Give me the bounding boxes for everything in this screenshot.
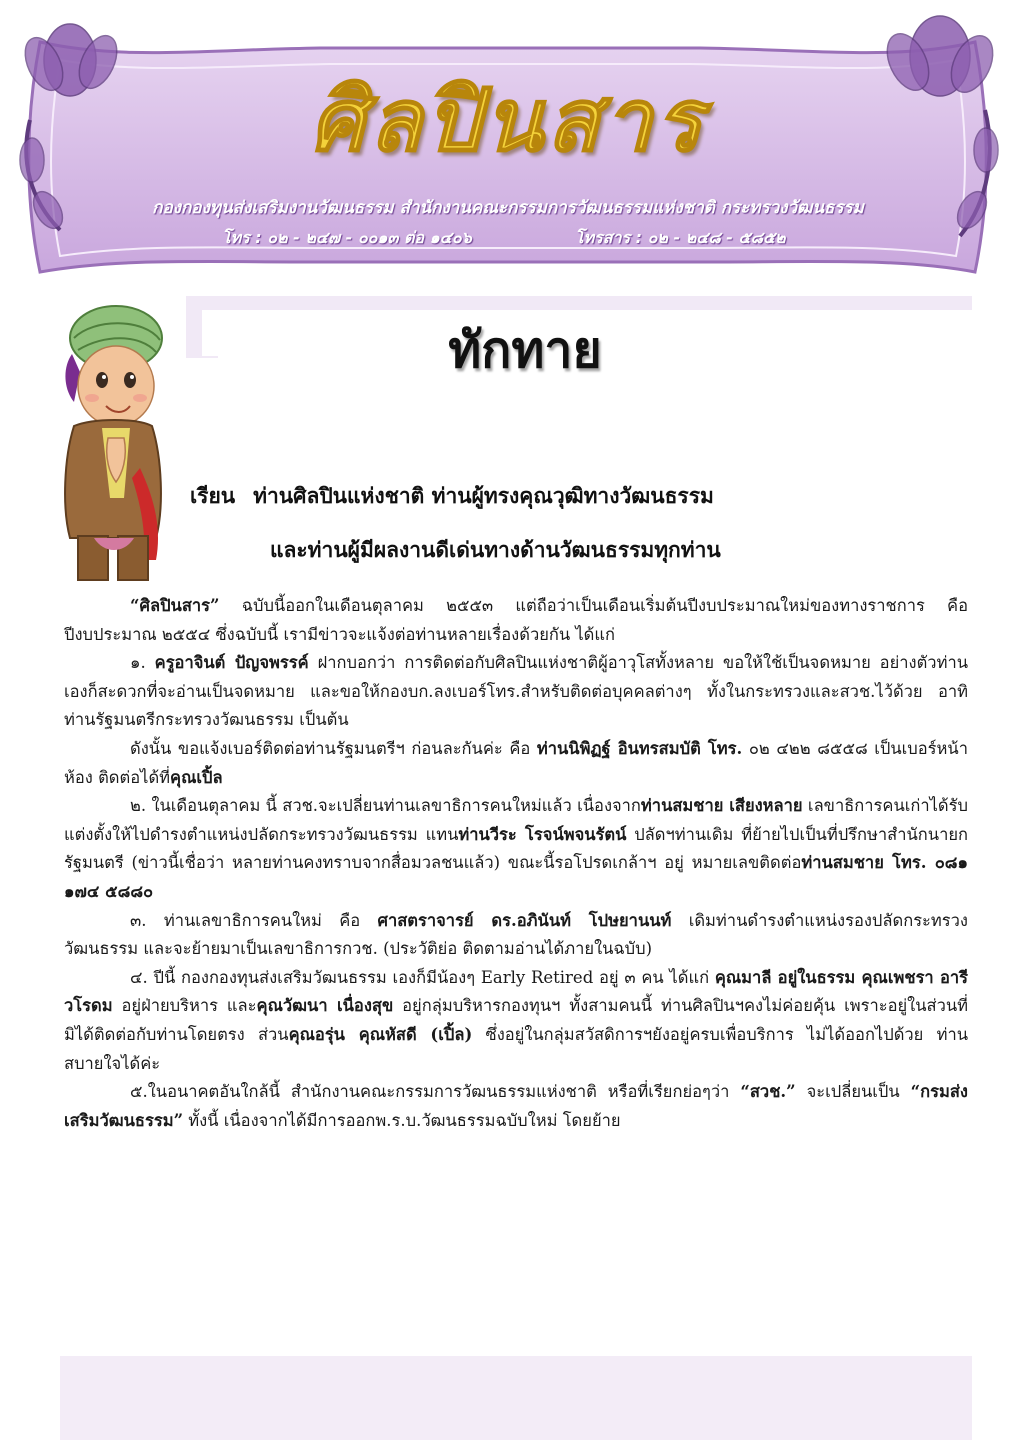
former-permanent-secretary: ท่านวีระ โรจน์พจนรัตน์ <box>458 824 627 844</box>
paragraph-intro <box>64 592 968 649</box>
masthead-subtitle: กองกองทุนส่งเสริมงานวัฒนธรรม สำนักงานคณะกรรมการวัฒนธรรมแห่งชาติ กระทรวงวัฒนธรรม <box>152 198 864 218</box>
item-4-text-d: ซึ่งอยู่ในกลุ่มสวัสดิการฯยังอยู่ครบเพื่อบริการ ไม่ได้ออกไปด้วย ท่านสบายใจได้ค่ะ <box>64 1024 968 1073</box>
salutation-line-2: และท่านผู้มีผลงานดีเด่นทางด้านวัฒนธรรมทุกท่าน <box>270 537 721 562</box>
salutation-lead: เรียน <box>190 483 236 508</box>
item-2-text-c: ปลัดฯท่านเดิม ที่ย้ายไปเป็นที่ปรึกษาสำนักนายกรัฐมนตรี (ข่าวนี้เชื่อว่า หลายท่านคงทราบจากสื่อมวลชนแล้ว) ขณะนี้รอโปรดเกล้าฯ อยู่ หมายเลขติดต่อ <box>64 824 968 873</box>
item-2-text-b: เลขาธิการคนเก่าได้รับแต่งตั้งให้ไปดำรงตำแหน่งปลัดกระทรวงวัฒนธรรม แทน <box>64 796 968 844</box>
new-secretary-name: ศาสตราจารย์ ดร.อภินันท์ โปษยานนท์ <box>377 910 672 930</box>
salutation-recipients-1: ท่านศิลปินแห่งชาติ ท่านผู้ทรงคุณวุฒิทางวัฒนธรรม <box>253 483 714 508</box>
paragraph-item-1 <box>64 649 968 735</box>
letter-body <box>64 592 968 1135</box>
welfare-staff-names: คุณอรุ่น คุณหัสดี (เปิ้ล) <box>288 1024 473 1044</box>
masthead-title: ศิลปินสาร <box>310 70 706 171</box>
item-1-contact-text: ดังนั้น ขอแจ้งเบอร์ติดต่อท่านรัฐมนตรีฯ ก่อนละกันค่ะ คือ <box>130 738 537 758</box>
minister-phone: ๐๒ ๔๒๒ ๘๕๕๘ เป็นเบอร์หน้าห้อง ติดต่อได้ที่ <box>64 738 968 787</box>
item-5-text-b: จะเปลี่ยนเป็น <box>795 1082 911 1102</box>
office-abbreviation: “สวช.” <box>740 1082 796 1102</box>
paragraph-item-4 <box>64 964 968 1078</box>
paragraph-item-3 <box>64 907 968 964</box>
masthead-phone: โทร : ๐๒ - ๒๔๗ - ๐๐๑๓ ต่อ ๑๔๐๖ <box>222 228 472 247</box>
item-4-text: ๔. ปีนี้ กองกองทุนส่งเสริมวัฒนธรรม เองก็มีน้องๆ Early Retired อยู่ ๓ คน ได้แก่ <box>130 967 715 987</box>
item-4-text-c: อยู่กลุ่มบริหารกองทุนฯ ทั้งสามคนนี้ ท่านศิลปินฯคงไม่ค่อยคุ้น เพราะอยู่ในส่วนที่มิได้ติดต่อกับท่านโดยตรง ส่วน <box>64 996 968 1044</box>
secretary-phone: ท่านสมชาย โทร. ๐๘๑ ๑๗๔ ๕๘๘๐ <box>64 853 969 901</box>
item-1-name: ครูอาจินต์ ปัญจพรรค์ <box>154 653 309 673</box>
item-3-text: ๓. ท่านเลขาธิการคนใหม่ คือ <box>130 910 378 930</box>
retiree-names: คุณมาลี อยู่ในธรรม คุณเพชรา อารีวโรดม <box>64 967 968 1016</box>
old-secretary-name: ท่านสมชาย เสียงหลาย <box>640 796 803 816</box>
greeting-character-illustration <box>44 298 194 588</box>
bottom-tint-band <box>60 1356 972 1440</box>
greeting-title: ทักทาย <box>448 320 602 379</box>
greeting-band-mark <box>202 310 218 356</box>
retiree-name-3: คุณวัฒนา เนื่องสุข <box>256 996 394 1016</box>
paragraph-item-2 <box>64 792 968 906</box>
item-5-text-c: ทั้งนี้ เนื่องจากได้มีการออกพ.ร.บ.วัฒนธรรมฉบับใหม่ โดยย้าย <box>183 1110 621 1130</box>
masthead <box>0 0 1016 290</box>
paragraph-item-1-contact <box>64 735 968 792</box>
item-4-text-b: อยู่ฝ่ายบริหาร และ <box>112 996 257 1016</box>
contact-person: คุณเปิ้ล <box>170 767 223 787</box>
new-department-name: “กรมส่งเสริมวัฒนธรรม” <box>64 1082 968 1130</box>
minister-name: ท่านนิพิฏฐ์ อินทรสมบัติ โทร. <box>536 738 743 758</box>
item-1-text: ฝากบอกว่า การติดต่อกับศิลปินแห่งชาติผู้อาวุโสทั้งหลาย ขอให้ใช้เป็นจดหมาย อย่างตัวท่านเองก็สะดวกที่จะอ่านเป็นจดหมาย และขอให้กองบก.ลงเบอร์โทร.สำหรับติดต่อบุคคลต่างๆ ทั้งในกระทรวงและสวช.ไว้ด้วย อาทิ ท่านรัฐมนตรีกระทรวงวัฒนธรรม เป็นต้น <box>64 653 968 730</box>
masthead-fax: โทรสาร : ๐๒ - ๒๔๘ - ๕๘๕๒ <box>575 228 786 247</box>
salutation-line-1 <box>190 480 990 513</box>
item-3-text-b: เดิมท่านดำรงตำแหน่งรองปลัดกระทรวงวัฒนธรรม และจะย้ายมาเป็นเลขาธิการกวช. (ประวัติย่อ ติดตามอ่านได้ภายในฉบับ) <box>64 910 968 959</box>
item-2-text: ๒. ในเดือนตุลาคม นี้ สวช.จะเปลี่ยนท่านเลขาธิการคนใหม่แล้ว เนื่องจาก <box>130 796 641 816</box>
paragraph-item-5 <box>64 1078 968 1135</box>
paragraph-intro-text: ฉบับนี้ออกในเดือนตุลาคม ๒๕๕๓ แต่ถือว่าเป็นเดือนเริ่มต้นปีงบประมาณใหม่ของทางราชการ คือ ปีงบประมาณ ๒๕๕๔ ซึ่งฉบับนี้ เรามีข่าวจะแจ้งต่อท่านหลายเรื่องด้วยกัน ได้แก่ <box>64 596 968 644</box>
magazine-name: “ศิลปินสาร” <box>130 596 220 615</box>
item-1-number: ๑. <box>130 653 155 673</box>
item-5-text: ๕.ในอนาคตอันใกล้นี้ สำนักงานคณะกรรมการวัฒนธรรมแห่งชาติ หรือที่เรียกย่อๆว่า <box>130 1082 741 1102</box>
